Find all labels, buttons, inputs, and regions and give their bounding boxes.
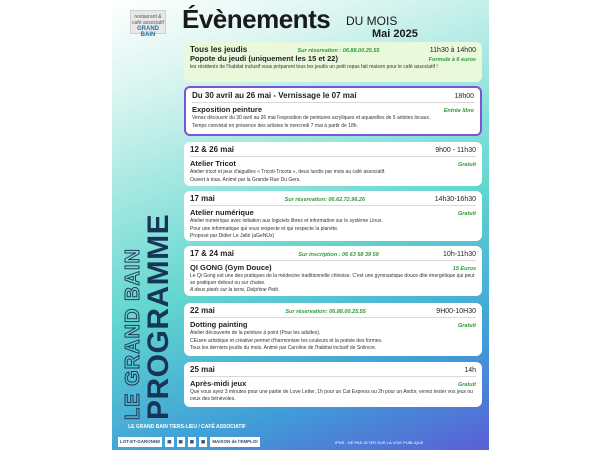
event-description: Atelier numérique avec initiation aux logiciels libres et information sur le système Linux. bbox=[190, 218, 383, 224]
event-time: 9h00 - 11h30 bbox=[435, 147, 476, 154]
event-title: Atelier Tricot bbox=[190, 159, 236, 168]
event-date: Du 30 avril au 26 mai - Vernissage le 07 mai bbox=[192, 91, 357, 100]
event-time: 11h30 à 14h00 bbox=[429, 47, 476, 54]
event-reservation: Sur réservation : 06.88.00.25.55 bbox=[297, 48, 380, 54]
event-date: 17 & 24 mai bbox=[190, 249, 235, 258]
event-date: Tous les jeudis bbox=[190, 45, 248, 54]
partner-logo: ▣ bbox=[188, 437, 196, 447]
divider bbox=[190, 376, 476, 377]
event-price: Formule à 6 euros bbox=[428, 57, 476, 63]
event-description: Venez découvrir du 30 avril au 26 mai l'exposition de peintures acryliques et aquarelles de 5 artistes locaux. bbox=[192, 115, 431, 121]
partner-logo: ▣ bbox=[199, 437, 207, 447]
side-banner-programme: PROGRAMME bbox=[142, 213, 175, 420]
event-title: Après-midi jeux bbox=[190, 379, 247, 388]
side-banner-venue: LE GRAND BAIN bbox=[122, 248, 144, 420]
divider bbox=[190, 317, 476, 318]
event-reservation: Sur réservation: 06.62.72.96.26 bbox=[284, 197, 366, 203]
event-reservation: Sur inscription : 06 63 58 39 59 bbox=[298, 252, 379, 258]
event-time: 9H00-10H30 bbox=[436, 308, 476, 315]
event-title: Popote du jeudi (uniquement les 15 et 22) bbox=[190, 54, 338, 63]
event-title: QI GONG (Gym Douce) bbox=[190, 263, 272, 272]
event-organizer: Tous les derniers jeudis du mois. Animé par Caroline de l'habitat inclusif de Solincre. bbox=[190, 345, 377, 351]
event-card bbox=[184, 42, 482, 82]
footer-credit: IPNS - NE PAS JETER SUR LA VOIE PUBLIQUE bbox=[335, 440, 424, 445]
event-description: Atelier découverte de la peinture à point (Pour les adultes). bbox=[190, 330, 321, 336]
event-reservation: Sur réservation: 06.88.00.25.55 bbox=[285, 309, 366, 315]
event-time: 14h30-16h30 bbox=[434, 196, 476, 203]
event-time: 10h-11h30 bbox=[443, 251, 476, 258]
event-price: Gratuit bbox=[457, 382, 476, 388]
poster bbox=[112, 0, 489, 450]
event-description: Atelier tricot et jeux d'aiguilles « Tricoti-Tricota », deux lundis par mois au café associatif. bbox=[190, 169, 386, 175]
event-date: 22 mai bbox=[190, 306, 215, 315]
partner-logos bbox=[118, 437, 260, 447]
partner-logo: MAISON de l'EMPLOI bbox=[210, 437, 259, 447]
event-description: Le Qi Gong est une des pratiques de la médecine traditionnelle chinoise. C'est une gymnastique douce dite énergétique qui peut se pratiquer debout ou sur chaise. bbox=[190, 273, 475, 286]
event-price: Gratuit bbox=[457, 211, 476, 217]
event-card bbox=[184, 142, 482, 186]
event-title: Atelier numérique bbox=[190, 208, 254, 217]
side-banner bbox=[120, 80, 180, 420]
event-date: 17 mai bbox=[190, 194, 215, 203]
event-price: Entrée libre bbox=[443, 108, 474, 114]
event-card bbox=[184, 246, 482, 296]
event-organizer: A deux pieds sur la terre, Delphine Petit. bbox=[190, 287, 280, 293]
logo-name: GRAND BAIN bbox=[137, 26, 159, 38]
event-description-extra: Ouvert à tous. Animé par la Grande Rue Du Gers. bbox=[190, 176, 301, 183]
page-subtitle: DU MOIS bbox=[346, 14, 398, 28]
grand-bain-logo bbox=[130, 10, 166, 38]
logo-tagline: restaurant & café associatif bbox=[132, 14, 164, 26]
event-date: 12 & 26 mai bbox=[190, 145, 235, 154]
event-title: Dotting painting bbox=[190, 320, 248, 329]
divider bbox=[190, 260, 476, 261]
divider bbox=[190, 156, 476, 157]
event-card bbox=[184, 362, 482, 407]
event-time: 18h00 bbox=[454, 93, 474, 100]
partner-logo: ▣ bbox=[177, 437, 185, 447]
event-organizer: Proposé par Didier Le Jallé (aGeNUx) bbox=[190, 233, 275, 239]
event-description: Que vous ayez 3 minutes pour une partie de Love Letter, 1h pour un Cat Express ou 2h pour un Andor, venez tester vos jeux ou ceux des bénévoles. bbox=[190, 389, 473, 402]
page-title: Évènements bbox=[182, 4, 331, 34]
partner-logo: LOT-ET-GARONNE bbox=[118, 437, 162, 447]
event-description: les résidents de l'habitat inclusif vous préparent tous les jeudis un petit repas fait maison pour le café associatif ! bbox=[190, 64, 438, 70]
event-card bbox=[184, 86, 482, 136]
event-card bbox=[184, 303, 482, 356]
event-date: 25 mai bbox=[190, 365, 215, 374]
event-card bbox=[184, 191, 482, 241]
event-description-extra: Pour une informatique qui vous respecte et qui respecte la planète. bbox=[190, 225, 339, 232]
event-time: 14h bbox=[464, 367, 476, 374]
event-price: Gratuit bbox=[457, 162, 476, 168]
event-description-extra: Temps convivial en présence des artistes le mercredi 7 mai à partir de 18h. bbox=[192, 122, 358, 129]
partner-logo: ▣ bbox=[165, 437, 173, 447]
divider bbox=[190, 205, 476, 206]
event-description-extra: CEuvre artistique et créative permet d'harmoniser les couleurs et la poésie des formes. bbox=[190, 337, 383, 344]
event-title: Exposition peinture bbox=[192, 105, 263, 114]
event-price: 15 Euros bbox=[452, 266, 476, 272]
event-price: Gratuit bbox=[457, 323, 476, 329]
footer-venue: LE GRAND BAIN TIERS-LIEU / CAFÉ ASSOCIATIF bbox=[128, 424, 246, 430]
divider bbox=[192, 102, 474, 103]
page-date: Mai 2025 bbox=[372, 28, 418, 40]
